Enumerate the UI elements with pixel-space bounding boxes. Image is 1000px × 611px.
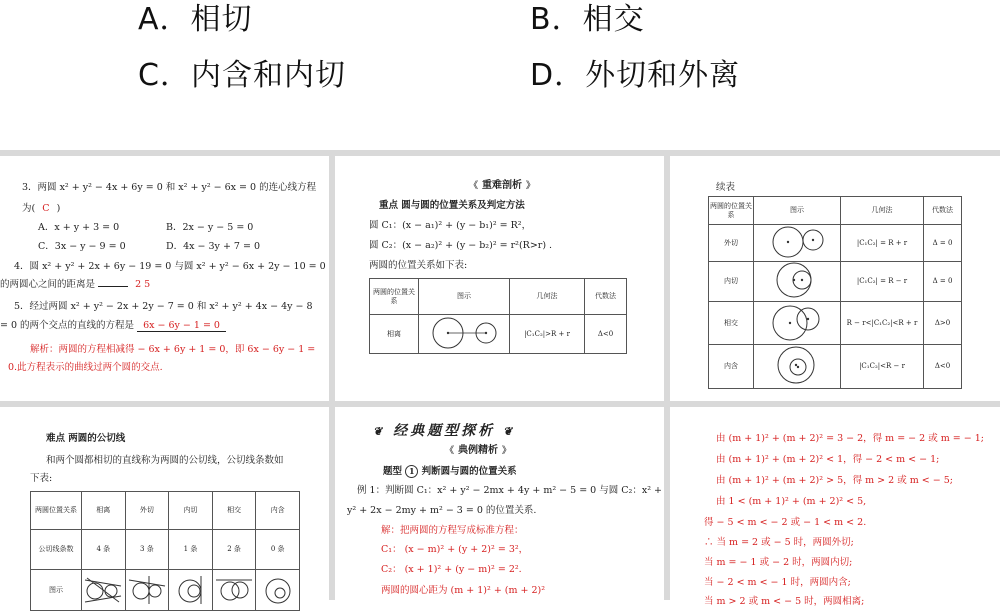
example-line1: 例 1：判断圆 C₁：x² + y² − 2mx + 4y + m² − 5 = 0 与圆 C₂：x² + [357,485,662,496]
difficulty-line1: 和两个圆都相切的直线称为两圆的公切线，公切线条数如 [46,455,284,466]
row-external-tangent: 外切 [709,225,754,262]
slide-thumbnail-2[interactable] [335,156,664,401]
q4-blank [98,286,128,287]
slide-thumbnail-6[interactable] [670,407,1000,607]
slide-thumbnail-3[interactable] [670,156,1000,401]
option-a[interactable]: A．相切 [138,2,253,37]
solution-line4: 两圆的圆心距为 (m + 1)² + (m + 2)² [381,585,546,596]
th-relation: 两圆的位置关系 [370,279,419,315]
section-banner [469,180,535,192]
row-contained: 内含 [709,345,754,388]
internal-tangent-figure-cell [754,262,841,301]
intersecting-figure [762,302,832,342]
banner-left-arrow-icon: 《 [445,445,455,456]
tangent-figure-separated-cell [82,570,126,611]
row-intersecting: 相交 [709,301,754,344]
row-relation: 相离 [370,315,419,354]
contained-figure [762,345,832,385]
q3-option-b: B．2x − y − 5 = 0 [166,222,254,233]
external-tangent-algebraic: Δ = 0 [924,225,962,262]
cond-line9: 当 m > 2 或 m < − 5 时，两圆相离; [704,596,865,607]
internal-tangent-algebraic: Δ = 0 [924,262,962,301]
cond-line8: 当 − 2 < m < − 1 时，两圆内含; [704,577,851,588]
circle-c2-eq: 圆 C₂：(x − a₂)² + (y − b₂)² = r²(R>r) . [369,240,553,251]
cond-line1: 由 (m + 1)² + (m + 2)² = 3 − 2，得 m = − 2 或 m = − 1; [716,433,984,444]
th-intersect: 相交 [212,492,256,530]
options-area [0,0,1000,150]
option-b[interactable]: B．相交 [530,2,645,37]
q5-line1: 5．经过两圆 x² + y² − 2x + 2y − 7 = 0 和 x² + y² + 4x − 4y − 8 [14,301,313,312]
th-separated: 相离 [82,492,126,530]
th-geometric: 几何法 [841,197,924,225]
figure-label: 图示 [31,570,82,611]
th-contained: 内含 [256,492,300,530]
cond-line4: 由 1 < (m + 1)² + (m + 2)² < 5, [716,496,867,507]
q3-answer: C [42,203,50,214]
q3-option-c: C．3x − y − 9 = 0 [38,241,126,252]
solution-c1: C₁： (x − m)² + (y + 2)² = 3²， [381,544,529,555]
th-algebraic: 代数法 [924,197,962,225]
key-point-heading: 重点 圆与圆的位置关系及判定方法 [379,200,525,211]
count-external: 3 条 [125,530,169,570]
tangent-figure-internal [170,574,210,604]
external-tangent-figure-cell [754,225,841,262]
option-c[interactable]: C．内含和内切 [138,58,346,93]
q4-answer: 2 5 [135,279,151,290]
tangent-figure-internal-cell [169,570,213,611]
slide-thumbnail-1[interactable] [0,156,329,401]
cond-line5: 得 − 5 < m < − 2 或 − 1 < m < 2. [704,517,867,528]
section-title [373,423,515,440]
th-internal: 内切 [169,492,213,530]
count-contained: 0 条 [256,530,300,570]
cond-line2: 由 (m + 1)² + (m + 2)² < 1，得 − 2 < m < − 1; [716,454,940,465]
difficulty-heading: 难点 两圆的公切线 [46,433,126,444]
position-table [369,278,627,354]
external-tangent-figure [762,225,832,259]
slide-thumbnail-4[interactable] [0,407,329,600]
q3-option-d: D．4x − 3y + 7 = 0 [166,241,261,252]
cond-line6: ∴ 当 m = 2 或 − 5 时，两圆外切; [704,537,854,548]
q3-line1: 3．两圆 x² + y² − 4x + 6y = 0 和 x² + y² − 6x = 0 的连心线方程 [22,182,317,193]
solution-line1: 解：把两圆的方程写成标准方程： [381,525,524,536]
circle-c1-eq: 圆 C₁：(x − a₁)² + (y − b₁)² = R²， [369,220,532,231]
topic-prefix: 题型 [383,466,403,477]
slide-thumbnail-5[interactable] [335,407,664,600]
tangent-figure-separated [83,574,123,604]
example-banner [445,445,511,457]
q5-line2 [0,320,226,332]
count-intersect: 2 条 [212,530,256,570]
table-intro: 两圆的位置关系如下表: [369,260,468,271]
cond-line7: 当 m = − 1 或 − 2 时，两圆内切; [704,557,853,568]
tangent-figure-intersect [214,574,254,604]
section-title-text: 经典题型探析 [393,423,496,439]
th-geometric: 几何法 [510,279,585,315]
topic-line [383,465,517,478]
tangent-figure-contained-cell [256,570,300,611]
th-relation: 两圆位置关系 [31,492,82,530]
banner-left-arrow-icon: 《 [469,180,479,191]
continued-table [708,196,962,389]
q5-text: = 0 的两个交点的直线的方程是 [0,320,135,331]
th-figure: 图示 [754,197,841,225]
th-external: 外切 [125,492,169,530]
title-ornament-right-icon: ❦ [502,425,516,438]
continued-title: 续表 [716,182,736,193]
option-d[interactable]: D．外切和外离 [530,58,741,93]
count-internal: 1 条 [169,530,213,570]
cond-line3: 由 (m + 1)² + (m + 2)² > 5，得 m > 2 或 m < − 5; [716,475,953,486]
q5-answer: 6x − 6y − 1 = 0 [137,320,226,332]
example-line2: y² + 2x − 2my + m² − 3 = 0 的位置关系. [347,505,537,516]
solution-c2: C₂： (x + 1)² + (y − m)² = 2². [381,564,522,575]
intersecting-algebraic: Δ>0 [924,301,962,344]
count-label: 公切线条数 [31,530,82,570]
tangent-figure-external [127,574,167,604]
external-tangent-geometric: |C₁C₂| = R + r [841,225,924,262]
analysis-line1: 解析：两圆的方程相减得 − 6x + 6y + 1 = 0，即 6x − 6y − 1 = [30,344,316,355]
q3-option-a: A．x + y + 3 = 0 [38,222,120,233]
tangent-figure-contained [258,574,298,604]
contained-algebraic: Δ<0 [924,345,962,388]
th-algebraic: 代数法 [585,279,627,315]
topic-text: 判断圆与圆的位置关系 [421,466,517,477]
row-geometric: |C₁C₂|>R + r [510,315,585,354]
banner-text: 典例精析 [458,445,499,456]
th-figure: 图示 [419,279,510,315]
row-internal-tangent: 内切 [709,262,754,301]
title-ornament-icon: ❦ [373,425,386,438]
internal-tangent-figure [762,262,832,298]
internal-tangent-geometric: |C₁C₂| = R − r [841,262,924,301]
tangent-figure-intersect-cell [212,570,256,611]
q4-text: 的两圆心之间的距离是 [0,279,96,290]
banner-right-arrow-icon: 》 [526,180,536,191]
topic-number-badge: 1 [405,465,418,478]
row-algebraic: Δ<0 [585,315,627,354]
intersecting-geometric: R − r<|C₁C₂|<R + r [841,301,924,344]
banner-text: 重难剖析 [482,180,523,191]
tangent-figure-external-cell [125,570,169,611]
q3-bracket-open: 为( [22,203,36,214]
intersecting-figure-cell [754,301,841,344]
difficulty-line2: 下表: [30,473,53,484]
count-separated: 4 条 [82,530,126,570]
contained-figure-cell [754,345,841,388]
th-relation: 两圆的位置关系 [709,197,754,225]
analysis-line2: 0.此方程表示的曲线过两个圆的交点. [8,362,163,373]
slide-grid [0,150,1000,607]
contained-geometric: |C₁C₂|<R − r [841,345,924,388]
q3-bracket-close: ) [56,203,61,214]
tangent-count-table [30,491,300,611]
q4-line2 [0,279,150,290]
row-figure [419,315,510,354]
banner-right-arrow-icon: 》 [502,445,512,456]
q4-line1: 4．圆 x² + y² + 2x + 6y − 19 = 0 与圆 x² + y² − 6x + 2y − 10 = 0 [14,261,326,272]
separated-circles-figure [424,315,504,351]
q3-line2 [22,203,60,214]
